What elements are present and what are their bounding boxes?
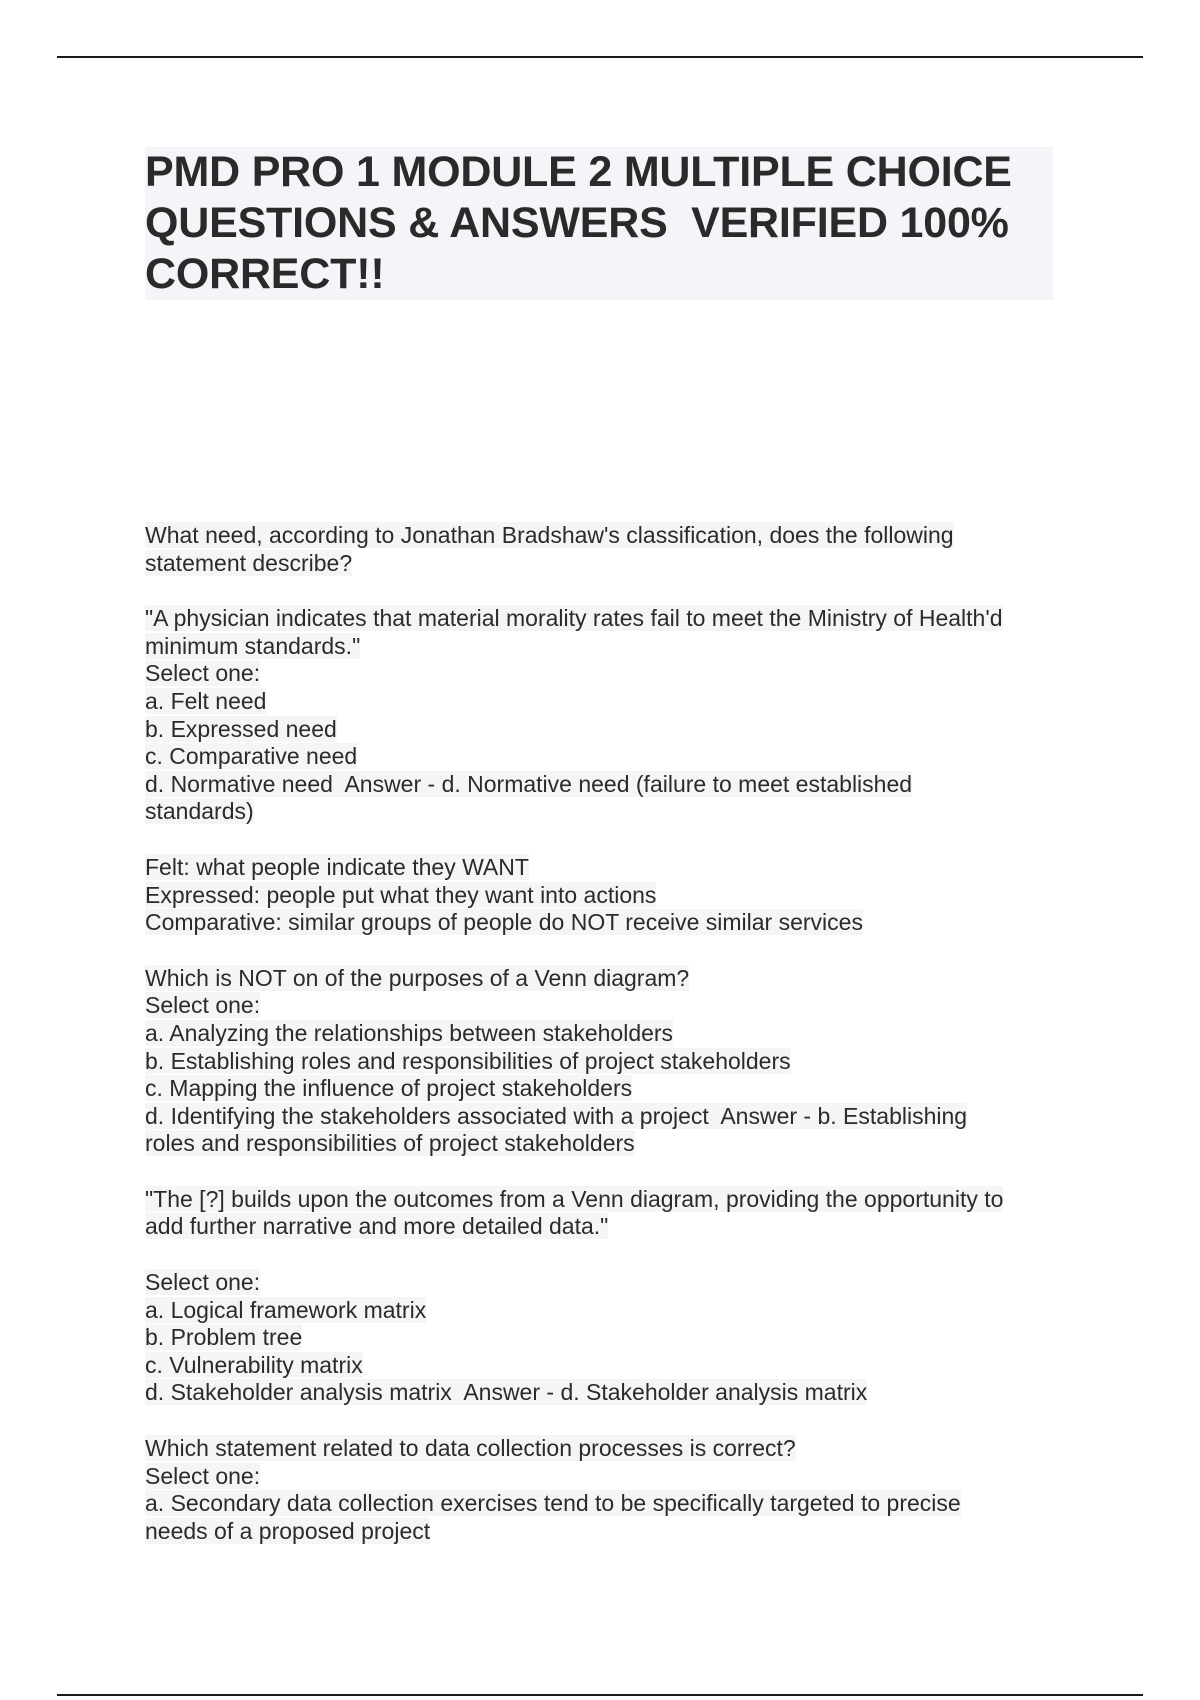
answer-option: c. Comparative need [145, 743, 358, 770]
document-title [145, 147, 1053, 300]
body-line: statement describe? [145, 549, 353, 576]
question-line: Which is NOT on of the purposes of a Venn diagram? [145, 964, 690, 991]
body-line: Select one: [145, 1269, 261, 1296]
title-line: CORRECT!! [145, 250, 385, 298]
title-line: PMD PRO 1 MODULE 2 MULTIPLE CHOICE [145, 148, 1012, 196]
body-line: Expressed: people put what they want into actions [145, 881, 657, 908]
answer-option: a. Analyzing the relationships between stakeholders [145, 1019, 674, 1046]
body-line: needs of a proposed project [145, 1517, 431, 1544]
paragraph-gap [145, 1158, 1065, 1186]
top-rule [57, 56, 1143, 58]
answer-option: a. Secondary data collection exercises tend to be specifically targeted to precise [145, 1490, 961, 1517]
answer-option: d. Stakeholder analysis matrix Answer - d. Stakeholder analysis matrix [145, 1379, 868, 1406]
question-line: "The [?] builds upon the outcomes from a Venn diagram, providing the opportunity to [145, 1185, 1004, 1212]
question-line: Which statement related to data collection processes is correct? [145, 1435, 796, 1462]
body-line: standards) [145, 798, 254, 825]
body-line: roles and responsibilities of project stakeholders [145, 1130, 635, 1157]
paragraph-gap [145, 937, 1065, 965]
body-line: Select one: [145, 660, 261, 687]
answer-option: b. Establishing roles and responsibilities of project stakeholders [145, 1047, 791, 1074]
body-line: Comparative: similar groups of people do NOT receive similar services [145, 909, 863, 936]
paragraph-gap [145, 1407, 1065, 1435]
body-line: "A physician indicates that material morality rates fail to meet the Ministry of Health'd [145, 605, 1003, 632]
paragraph-gap [145, 577, 1065, 605]
body-line: add further narrative and more detailed data." [145, 1213, 609, 1240]
body-line: Select one: [145, 1462, 261, 1489]
paragraph-gap [145, 826, 1065, 854]
document-body [145, 522, 1065, 1545]
body-line: Felt: what people indicate they WANT [145, 853, 529, 880]
answer-option: d. Normative need Answer - d. Normative need (failure to meet established [145, 770, 913, 797]
paragraph-gap [145, 1241, 1065, 1269]
answer-option: a. Logical framework matrix [145, 1296, 427, 1323]
body-line: Select one: [145, 992, 261, 1019]
answer-option: c. Vulnerability matrix [145, 1351, 363, 1378]
body-line: What need, according to Jonathan Bradshaw's classification, does the following [145, 522, 954, 548]
body-line: minimum standards." [145, 632, 361, 659]
answer-option: d. Identifying the stakeholders associated with a project Answer - b. Establishing [145, 1102, 968, 1129]
answer-option: c. Mapping the influence of project stakeholders [145, 1075, 633, 1102]
answer-option: a. Felt need [145, 687, 267, 714]
answer-option: b. Problem tree [145, 1324, 303, 1351]
title-line: QUESTIONS & ANSWERS VERIFIED 100% [145, 199, 1009, 247]
bottom-rule [57, 1694, 1143, 1696]
answer-option: b. Expressed need [145, 715, 337, 742]
title-block [145, 147, 1053, 300]
